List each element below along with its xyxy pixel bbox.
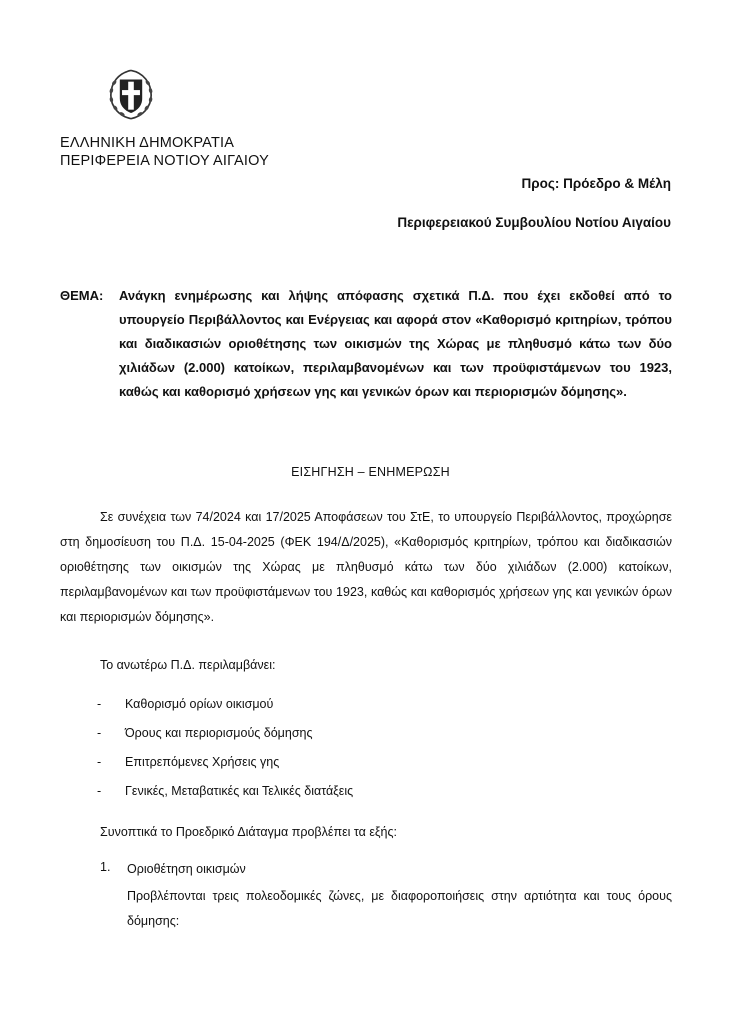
issuer-line: ΕΛΛΗΝΙΚΗ ΔΗΜΟΚΡΑΤΙΑ xyxy=(60,135,235,151)
bullet-marker: - xyxy=(97,726,102,740)
numbered-item xyxy=(100,860,672,934)
list-item xyxy=(97,753,353,782)
subject-text: Ανάγκη ενημέρωσης και λήψης απόφασης σχετικά Π.Δ. που έχει εκδοθεί από το υπουργείο Περιβάλλοντος και Ενέργειας και αφορά στον «Καθορισμό κριτηρίων, τρόπου και διαδικασιών οριοθέτησης των οικισμών της Χώρας με πληθυσμό κάτω των δύο χιλιάδων (2.000) κατοίκων, περιλαμβανομένων και των προϋφιστάμενων του 1923, καθώς και καθορισμό χρήσεων γης και γενικών όρων και περιορισμών δόμησης». xyxy=(119,288,672,399)
subject-label: ΘΕΜΑ: xyxy=(60,288,104,303)
list-item-text: Γενικές, Μεταβατικές και Τελικές διατάξεις xyxy=(125,784,354,798)
list-item xyxy=(97,724,353,753)
recipient-line: Περιφερειακού Συμβουλίου Νοτίου Αιγαίου xyxy=(397,215,671,230)
list-item xyxy=(97,695,353,724)
item-text: Προβλέπονται τρεις πολεοδομικές ζώνες, με διαφοροποιήσεις στην αρτιότητα και τους όρους δόμησης: xyxy=(127,889,672,928)
list-item-text: Καθορισμό ορίων οικισμού xyxy=(125,697,274,711)
section-heading: ΕΙΣΗΓΗΣΗ – ΕΝΗΜΕΡΩΣΗ xyxy=(291,465,450,479)
summary-line: Συνοπτικά το Προεδρικό Διάταγμα προβλέπει τα εξής: xyxy=(100,825,397,839)
issuer-line: ΠΕΡΙΦΕΡΕΙΑ ΝΟΤΙΟΥ ΑΙΓΑΙΟΥ xyxy=(60,153,269,169)
list-item xyxy=(97,782,353,811)
item-title: Οριοθέτηση οικισμών xyxy=(127,862,246,876)
item-number: 1. xyxy=(100,860,111,874)
list-intro: Το ανωτέρω Π.Δ. περιλαμβάνει: xyxy=(100,658,276,672)
greek-republic-emblem-icon xyxy=(103,66,159,122)
body-paragraph: Σε συνέχεια των 74/2024 και 17/2025 Αποφάσεων του ΣτΕ, το υπουργείο Περιβάλλοντος, προχώρησε στη δημοσίευση του Π.Δ. 15-04-2025 (ΦΕΚ 194/Δ/2025), «Καθορισμός κριτηρίων, τρόπου και διαδικασιών οριοθέτησης των οικισμών της Χώρας με πληθυσμό κάτω των δύο χιλιάδων (2.000) κατοίκων, περιλαμβανομένων και των προϋφιστάμενων του 1923, καθώς και καθορισμός χρήσεων γης και γενικών όρων και περιορισμών δόμησης». xyxy=(60,510,672,624)
bullet-list xyxy=(97,695,353,811)
list-item-text: Όρους και περιορισμούς δόμησης xyxy=(125,726,313,740)
bullet-marker: - xyxy=(97,697,102,711)
issuer-block xyxy=(60,134,269,170)
list-item-text: Επιτρεπόμενες Χρήσεις γης xyxy=(125,755,280,769)
recipient-line: Προς: Πρόεδρο & Μέλη xyxy=(521,176,671,191)
subject-block xyxy=(60,284,672,404)
bullet-marker: - xyxy=(97,755,102,769)
bullet-marker: - xyxy=(97,784,102,798)
